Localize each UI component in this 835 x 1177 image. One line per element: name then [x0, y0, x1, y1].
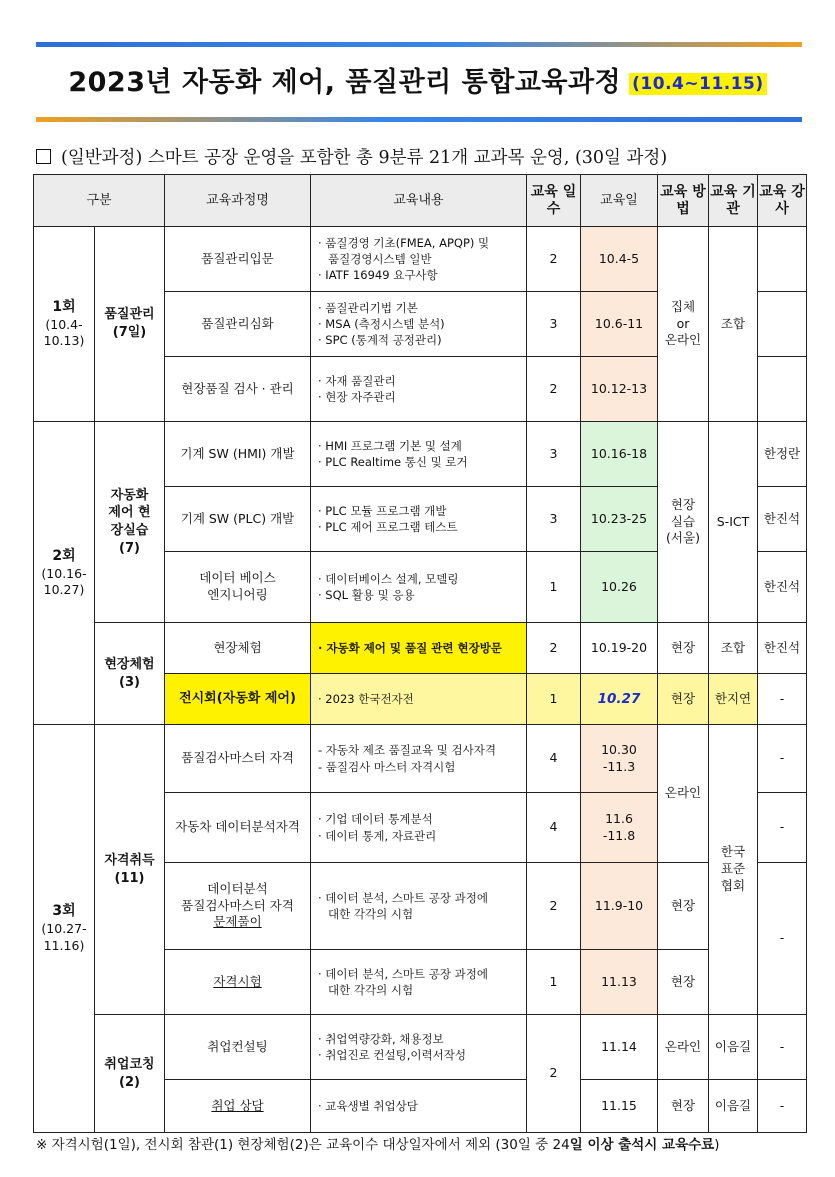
course-date: 10.19-20 — [581, 623, 658, 674]
method-cell: 온라인 — [658, 1015, 709, 1080]
course-days: 4 — [527, 725, 581, 793]
header-instructor: 교육 강사 — [758, 175, 807, 227]
instructor-cell: - — [758, 674, 807, 725]
course-name: 기계 SW (PLC) 개발 — [165, 487, 311, 552]
course-date: 10.4-5 — [581, 227, 658, 292]
table-row — [34, 1015, 807, 1080]
table-row — [34, 422, 807, 487]
header-date: 교육일 — [581, 175, 658, 227]
course-date: 11.15 — [581, 1080, 658, 1133]
course-content: · 2023 한국전자전 — [311, 674, 527, 725]
table-row — [34, 623, 807, 674]
instructor-cell: 한진석 — [758, 487, 807, 552]
course-days: 1 — [527, 674, 581, 725]
course-content: · 품질관리기법 기본 · MSA (측정시스템 분석) · SPC (통계적 공정관리) — [311, 292, 527, 357]
course-name: 현장품질 검사 · 관리 — [165, 357, 311, 422]
course-days: 1 — [527, 552, 581, 623]
course-days: 2 — [527, 1015, 581, 1133]
course-name: 품질관리입문 — [165, 227, 311, 292]
header-course: 교육과정명 — [165, 175, 311, 227]
org-group-3: 한국 표준 협회 — [709, 725, 758, 1015]
course-content: · 기업 데이터 통계분석 · 데이터 통계, 자료관리 — [311, 793, 527, 863]
org-cell: 한지연 — [709, 674, 758, 725]
course-date: 10.30 -11.3 — [581, 725, 658, 793]
instructor-cell — [758, 227, 807, 292]
course-date: 11.6 -11.8 — [581, 793, 658, 863]
method-group-1: 집체 or 온라인 — [658, 227, 709, 422]
course-content: · 취업역량강화, 채용정보 · 취업진로 컨설팅,이력서작성 — [311, 1015, 527, 1080]
title-date-range: (10.4~11.15) — [629, 73, 767, 95]
bottom-accent-bar — [36, 117, 802, 122]
instructor-cell: - — [758, 725, 807, 793]
group-certification: 자격취득 (11) — [95, 725, 165, 1015]
course-date: 11.14 — [581, 1015, 658, 1080]
instructor-cell: - — [758, 793, 807, 863]
course-name: 데이터분석 품질검사마스터 자격 문제풀이 — [165, 863, 311, 950]
page-title — [0, 60, 835, 99]
instructor-cell: - — [758, 863, 807, 1015]
course-content: · PLC 모듈 프로그램 개발 · PLC 제어 프로그램 테스트 — [311, 487, 527, 552]
course-date: 10.16-18 — [581, 422, 658, 487]
method-cell: 현장 — [658, 950, 709, 1015]
method-cell: 현장 — [658, 863, 709, 950]
instructor-cell: 한정란 — [758, 422, 807, 487]
course-days: 3 — [527, 487, 581, 552]
top-accent-bar — [36, 42, 802, 47]
course-name: 취업 상담 — [165, 1080, 311, 1133]
course-content: · 데이터 분석, 스마트 공장 과정에 대한 각각의 시험 — [311, 950, 527, 1015]
course-name: 품질관리심화 — [165, 292, 311, 357]
round-1-cell: 1회 (10.4- 10.13) — [34, 227, 95, 422]
method-cell: 현장 — [658, 1080, 709, 1133]
course-content: · 자재 품질관리 · 현장 자주관리 — [311, 357, 527, 422]
org-cell: 이음길 — [709, 1080, 758, 1133]
course-date: 11.9-10 — [581, 863, 658, 950]
instructor-cell — [758, 292, 807, 357]
group-automation: 자동화 제어 현장실습 (7) — [95, 422, 165, 623]
course-days: 2 — [527, 227, 581, 292]
table-row — [34, 725, 807, 793]
method-cell: 현장 — [658, 674, 709, 725]
group-job-coaching: 취업코칭 (2) — [95, 1015, 165, 1133]
header-method: 교육 방법 — [658, 175, 709, 227]
header-row — [34, 175, 807, 227]
course-date: 10.26 — [581, 552, 658, 623]
course-name: 자격시험 — [165, 950, 311, 1015]
method-group-3: 온라인 — [658, 725, 709, 863]
header-days: 교육 일수 — [527, 175, 581, 227]
group-quality: 품질관리 (7일) — [95, 227, 165, 422]
curriculum-table — [33, 174, 807, 1133]
org-group-2: S-ICT — [709, 422, 758, 623]
header-org: 교육 기관 — [709, 175, 758, 227]
course-content: · 데이터 분석, 스마트 공장 과정에 대한 각각의 시험 — [311, 863, 527, 950]
course-name: 현장체험 — [165, 623, 311, 674]
course-name: 기계 SW (HMI) 개발 — [165, 422, 311, 487]
course-content: - 자동차 제조 품질교육 및 검사자격 - 품질검사 마스터 자격시험 — [311, 725, 527, 793]
group-site-experience: 현장체험 (3) — [95, 623, 165, 725]
instructor-cell — [758, 357, 807, 422]
round-2-cell: 2회 (10.16- 10.27) — [34, 422, 95, 725]
round-3-cell: 3회 (10.27- 11.16) — [34, 725, 95, 1133]
course-date: 10.27 — [581, 674, 658, 725]
course-days: 4 — [527, 793, 581, 863]
course-content: · 품질경영 기초(FMEA, APQP) 및 품질경영시스템 일반 · IATF 16949 요구사항 — [311, 227, 527, 292]
subtitle — [36, 144, 667, 169]
course-days: 2 — [527, 863, 581, 950]
table-row — [34, 227, 807, 292]
course-content: · 자동화 제어 및 품질 관련 현장방문 — [311, 623, 527, 674]
course-days: 2 — [527, 623, 581, 674]
header-category: 구분 — [34, 175, 165, 227]
course-days: 2 — [527, 357, 581, 422]
course-content: · HMI 프로그램 기본 및 설계 · PLC Realtime 통신 및 로거 — [311, 422, 527, 487]
instructor-cell: 한진석 — [758, 623, 807, 674]
subtitle-text: (일반과정) 스마트 공장 운영을 포함한 총 9분류 21개 교과목 운영, (30일 과정) — [61, 148, 668, 168]
course-name: 품질검사마스터 자격 — [165, 725, 311, 793]
course-days: 3 — [527, 422, 581, 487]
instructor-cell: - — [758, 1080, 807, 1133]
course-date: 10.23-25 — [581, 487, 658, 552]
method-group-2: 현장 실습 (서울) — [658, 422, 709, 623]
course-name: 자동차 데이터분석자격 — [165, 793, 311, 863]
course-date: 11.13 — [581, 950, 658, 1015]
course-content: · 교육생별 취업상담 — [311, 1080, 527, 1133]
course-date: 10.12-13 — [581, 357, 658, 422]
header-content: 교육내용 — [311, 175, 527, 227]
org-cell: 이음길 — [709, 1015, 758, 1080]
course-name: 전시회(자동화 제어) — [165, 674, 311, 725]
checkbox-icon — [36, 149, 51, 164]
instructor-cell: 한진석 — [758, 552, 807, 623]
org-cell: 조합 — [709, 623, 758, 674]
title-main: 2023년 자동화 제어, 품질관리 통합교육과정 — [68, 67, 622, 98]
org-group-1: 조합 — [709, 227, 758, 422]
footnote: ※ 자격시험(1일), 전시회 참관(1) 현장체험(2)은 교육이수 대상일자에서 제외 (30일 중 24일 이상 출석시 교육수료) — [36, 1137, 720, 1153]
course-content: · 데이터베이스 설계, 모델링 · SQL 활용 및 응용 — [311, 552, 527, 623]
course-days: 3 — [527, 292, 581, 357]
instructor-cell: - — [758, 1015, 807, 1080]
course-date: 10.6-11 — [581, 292, 658, 357]
course-name: 데이터 베이스 엔지니어링 — [165, 552, 311, 623]
method-cell: 현장 — [658, 623, 709, 674]
course-name: 취업컨설팅 — [165, 1015, 311, 1080]
course-days: 1 — [527, 950, 581, 1015]
